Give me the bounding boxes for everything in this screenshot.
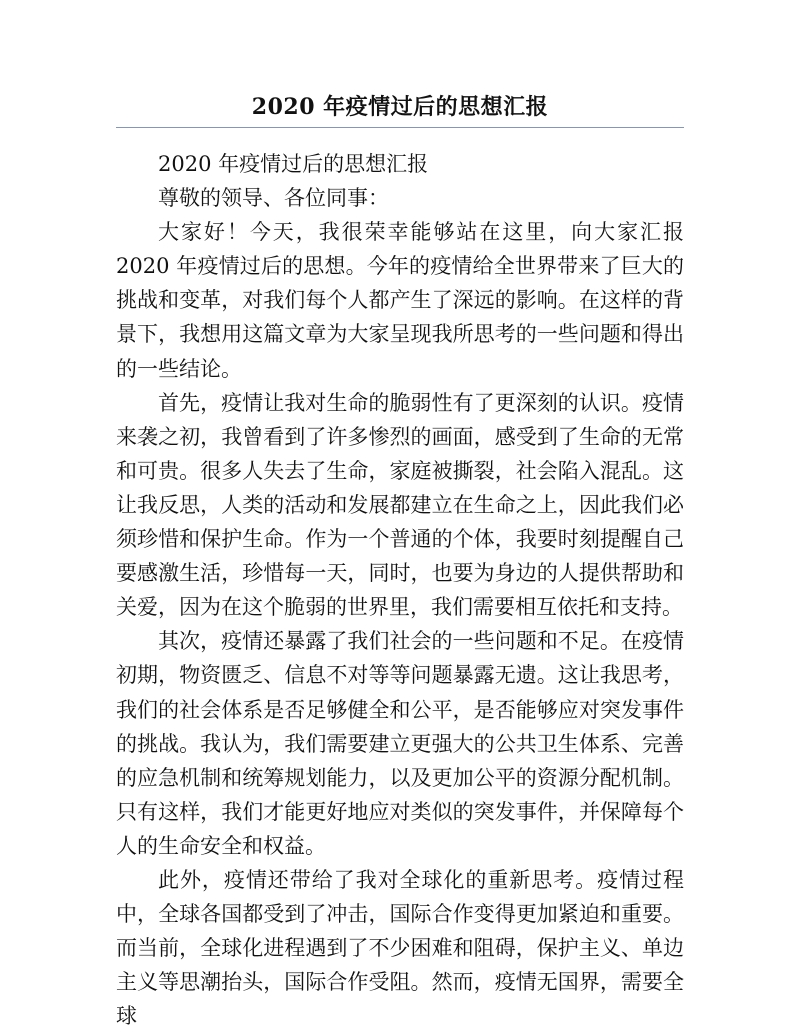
- body-paragraph-first-point: 首先，疫情让我对生命的脆弱性有了更深刻的认识。疫情来袭之初，我曾看到了许多惨烈的画面，感受到了生命的无常和可贵。很多人失去了生命，家庭被撕裂，社会陷入混乱。这让我反思，人类的活动和发展都建立在生命之上，因此我们必须珍惜和保护生命。作为一个普通的个体，我要时刻提醒自己要感激生活，珍惜每一天，同时，也要为身边的人提供帮助和关爱，因为在这个脆弱的世界里，我们需要相互依托和支持。: [116, 390, 684, 620]
- body-paragraph-intro: 大家好！今天，我很荣幸能够站在这里，向大家汇报 2020 年疫情过后的思想。今年的疫情给全世界带来了巨大的挑战和变革，对我们每个人都产生了深远的影响。在这样的背景下，我想用这篇文章为大家呈现我所思考的一些问题和得出的一些结论。: [116, 220, 684, 381]
- document-body: [116, 147, 684, 1033]
- body-paragraph-salutation: 尊敬的领导、各位同事：: [158, 186, 389, 211]
- body-paragraph-heading: 2020 年疫情过后的思想汇报: [158, 152, 429, 176]
- document-title: 2020 年疫情过后的思想汇报: [251, 94, 549, 120]
- body-paragraph-second-point: 其次，疫情还暴露了我们社会的一些问题和不足。在疫情初期，物资匮乏、信息不对等等问题暴露无遗。这让我思考，我们的社会体系是否足够健全和公平，是否能够应对突发事件的挑战。我认为，我们需要建立更强大的公共卫生体系、完善的应急机制和统筹规划能力，以及更加公平的资源分配机制。只有这样，我们才能更好地应对类似的突发事件，并保障每个人的生命安全和权益。: [116, 629, 684, 858]
- title-underline: [116, 127, 684, 128]
- body-paragraph-third-point: 此外，疫情还带给了我对全球化的重新思考。疫情过程中，全球各国都受到了冲击，国际合作变得更加紧迫和重要。而当前，全球化进程遇到了不少困难和阻碍，保护主义、单边主义等思潮抬头，国际合作受阻。然而，疫情无国界，需要全球: [116, 867, 684, 1029]
